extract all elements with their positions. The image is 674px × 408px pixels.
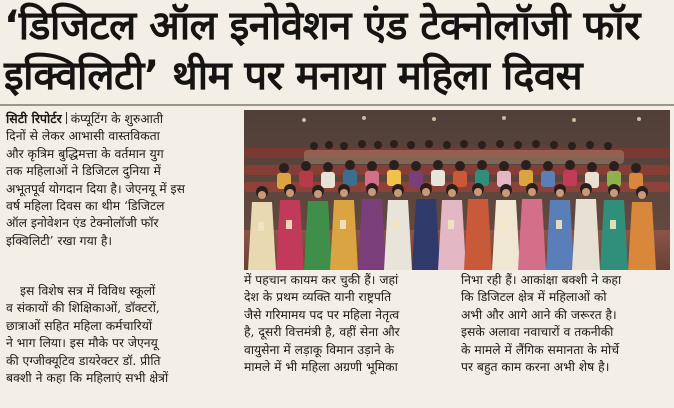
group-photo-illustration — [244, 110, 670, 270]
col2-line-4: वायुसेना में लड़ाकू विमान उड़ाने के — [244, 342, 395, 357]
col3-line-0: निभा रही हैं। आकांक्षा बक्शी ने कहा — [461, 273, 622, 287]
para1-line-6: ऑल इनोवेशन एंड टेक्नोलॉजी फॉर — [6, 216, 159, 231]
article-column-1 — [6, 110, 238, 250]
para2-line-2: छात्राओं सहित महिला कर्मचारियों — [6, 318, 153, 333]
para2-line-5: बक्शी ने कहा कि महिलाएं सभी क्षेत्रों — [6, 371, 169, 386]
para1-line-2: और कृत्रिम बुद्धिमत्ता के वर्तमान युग — [6, 146, 164, 161]
article-paragraph-2 — [6, 283, 238, 387]
article-column-1-continued — [6, 283, 238, 387]
article-paragraph-3 — [244, 272, 456, 376]
headline-line-1: ‘डिजिटल ऑल इनोवेशन एंड टेक्नोलॉजी फॉर — [4, 3, 641, 49]
byline-separator — [66, 112, 67, 124]
col2-line-2: जैसे गरिमामय पद पर महिला नेतृत्व — [244, 307, 400, 322]
para2-line-0: इस विशेष सत्र में विविध स्कूलों — [20, 284, 156, 298]
group-photo — [244, 110, 670, 270]
article-paragraph-1 — [6, 110, 238, 250]
para1-line-7: इक्विलिटी’ रखा गया है। — [6, 233, 113, 248]
col3-line-4: के मामले में लैंगिक समानता के मोर्चे — [461, 342, 620, 357]
col2-line-1: देश के प्रथम व्यक्ति यानी राष्ट्रपति — [244, 290, 392, 305]
col3-line-1: कि डिजिटल क्षेत्र में महिलाओं को — [461, 290, 607, 305]
headline-rule — [0, 104, 674, 106]
col2-line-0: में पहचान कायम कर चुकी हैं। जहां — [244, 273, 399, 287]
col3-line-2: अभी और आगे आने की जरूरत है। — [461, 307, 617, 322]
para1-line-4: अभूतपूर्व योगदान दिया है। जेएनयू में इस — [6, 181, 185, 196]
col3-line-5: पर बहुत काम करना अभी शेष है। — [461, 360, 610, 375]
col2-line-3: है, दूसरी वित्तमंत्री है, वहीं सेना और — [244, 325, 400, 340]
col3-line-3: इसके अलावा नवाचारों व तकनीकी — [461, 325, 614, 340]
article-paragraph-4 — [461, 272, 670, 376]
para1-line-5: वर्ष महिला दिवस का थीम ‘डिजिटल — [6, 199, 165, 214]
headline-line-2: इक्विलिटी’ थीम पर मनाया महिला दिवस — [4, 53, 583, 99]
para2-line-4: की एग्जीक्यूटिव डायरेक्टर डॉ. प्रीति — [6, 353, 161, 368]
para1-line-1: दिनों से लेकर आभासी वास्तविकता — [6, 129, 160, 144]
para1-line-0: कंप्यूटिंग के शुरुआती — [70, 112, 164, 126]
article-column-3 — [461, 272, 670, 376]
byline: सिटी रिपोर्टर — [6, 111, 62, 126]
article-column-2 — [244, 272, 456, 376]
col2-line-5: मामले में भी महिला अग्रणी भूमिका — [244, 360, 398, 375]
para1-line-3: तक महिलाओं ने डिजिटल दुनिया में — [6, 164, 161, 179]
para2-line-3: ने भाग लिया। इस मौके पर जेएनयू — [6, 336, 158, 351]
para2-line-1: व संकायों की शिक्षिकाओं, डॉक्टरों, — [6, 301, 160, 316]
